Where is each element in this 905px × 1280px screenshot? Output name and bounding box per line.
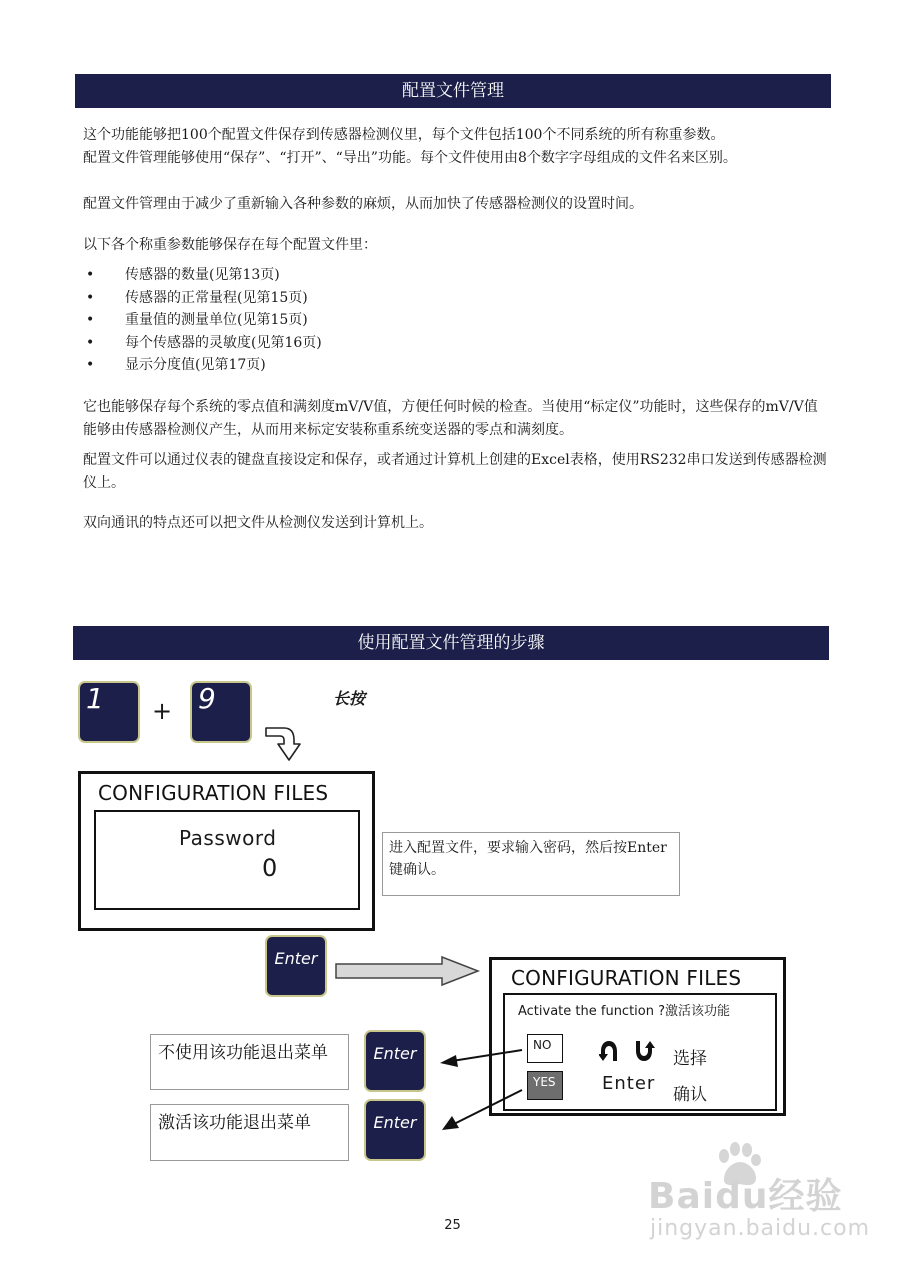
section-header-steps [73, 626, 829, 660]
enter-key-no[interactable]: Enter [364, 1030, 426, 1092]
list-item: • 传感器的数量(见第13页) [83, 264, 322, 287]
enter-key-yes[interactable]: Enter [364, 1099, 426, 1161]
down-arrow-icon [633, 1039, 655, 1063]
activate-display [503, 993, 777, 1111]
screen-title: CONFIGURATION FILES [511, 966, 742, 990]
config-screen-password [78, 771, 375, 931]
intro-paragraph-2: 配置文件管理能够使用“保存”、“打开”、“导出”功能。每个文件使用由8个数字字母组成的文件名来区别。 [83, 150, 737, 166]
page-number: 25 [444, 1218, 461, 1233]
parameter-list [83, 264, 322, 377]
section-title: 配置文件管理 [402, 81, 504, 101]
intro-paragraph-3: 配置文件管理由于减少了重新输入各种参数的麻烦，从而加快了传感器检测仪的设置时间。 [83, 196, 643, 212]
key-1[interactable]: 1 [78, 681, 140, 743]
list-intro: 以下各个称重参数能够保存在每个配置文件里： [83, 237, 377, 253]
note-enter-password: 进入配置文件，要求输入密码，然后按Enter键确认。 [382, 832, 680, 896]
select-label: 选择 [673, 1049, 707, 1069]
key-9[interactable]: 9 [190, 681, 252, 743]
pointer-arrows [430, 1040, 530, 1135]
password-label: Password [179, 826, 277, 850]
no-option[interactable]: NO [527, 1034, 563, 1063]
screen-title: CONFIGURATION FILES [98, 781, 329, 805]
comm-paragraph: 双向通讯的特点还可以把文件从检测仪发送到计算机上。 [83, 515, 433, 531]
right-arrow-icon [334, 954, 482, 988]
enter-text: Enter [602, 1073, 656, 1094]
activate-prompt: Activate the function ?激活该功能 [518, 1004, 731, 1019]
excel-paragraph: 配置文件可以通过仪表的键盘直接设定和保存，或者通过计算机上创建的Excel表格，使用RS232串口发送到传感器检测仪上。 [83, 452, 827, 491]
list-item: • 每个传感器的灵敏度(见第16页) [83, 332, 322, 355]
list-item: • 传感器的正常量程(见第15页) [83, 287, 322, 310]
watermark-brand: Baidu经验 [648, 1176, 843, 1217]
list-item: • 重量值的测量单位(见第15页) [83, 309, 322, 332]
note-exit-without: 不使用该功能退出菜单 [150, 1034, 349, 1090]
enter-key[interactable]: Enter [265, 935, 327, 997]
long-press-label: 长按 [333, 689, 366, 708]
note-exit-activate: 激活该功能退出菜单 [150, 1104, 349, 1161]
password-display [94, 810, 360, 910]
section-title: 使用配置文件管理的步骤 [357, 633, 545, 653]
config-screen-activate [489, 957, 786, 1116]
mv-paragraph: 它也能够保存每个系统的零点值和满刻度mV/V值，方便任何时候的检查。当使用“标定仪”功能时，这些保存的mV/V值能够由传感器检测仪产生，从而用来标定安装称重系统变送器的零点和满刻度。 [83, 399, 818, 438]
intro-paragraph-1: 这个功能能够把100个配置文件保存到传感器检测仪里，每个文件包括100个不同系统的所有称重参数。 [83, 127, 725, 143]
list-item: • 显示分度值(见第17页) [83, 354, 322, 377]
plus-sign: + [152, 697, 173, 725]
section-header-config-files [75, 74, 831, 108]
confirm-label: 确认 [673, 1085, 707, 1105]
watermark-url: jingyan.baidu.com [650, 1216, 871, 1241]
up-arrow-icon [599, 1039, 619, 1063]
curved-arrow-icon [262, 722, 308, 764]
password-value[interactable]: 0 [262, 854, 278, 882]
yes-option[interactable]: YES [527, 1071, 563, 1100]
